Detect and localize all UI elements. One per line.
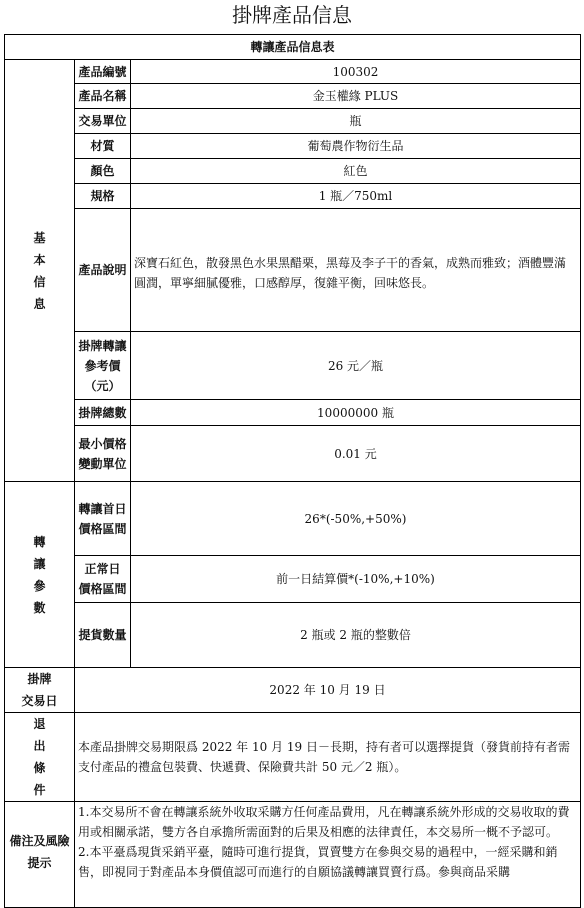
label-reference-price: 掛牌轉讓 參考價 （元） xyxy=(75,332,131,400)
label-normal-day-range: 正常日 價格區間 xyxy=(75,556,131,603)
value-pickup-quantity: 2 瓶或 2 瓶的整數倍 xyxy=(131,603,581,668)
section-transfer-params: 轉 讓 參 數 xyxy=(5,482,75,668)
label-total-listed: 掛牌總數 xyxy=(75,400,131,426)
label-listing-date: 掛牌 交易日 xyxy=(5,668,75,713)
remark-paragraph-2: 2.本平臺爲現貨采銷平臺，隨時可進行提貨，買賣雙方在參與交易的過程中，一經采購和銷售，即視同于對產品本身價值認可而進行的自願協議轉讓買賣行爲。參與商品采購 xyxy=(78,845,558,879)
value-min-price-tick: 0.01 元 xyxy=(131,426,581,482)
label-remarks-risk: 備注及風險 提示 xyxy=(5,802,75,908)
value-product-name: 金玉權緣 PLUS xyxy=(131,84,581,109)
value-listing-date: 2022 年 10 月 19 日 xyxy=(75,668,581,713)
value-product-code: 100302 xyxy=(131,60,581,84)
value-material: 葡萄農作物衍生品 xyxy=(131,134,581,159)
label-first-day-range: 轉讓首日 價格區間 xyxy=(75,482,131,556)
page-title: 掛牌產品信息 xyxy=(232,3,352,27)
value-first-day-range: 26*(-50%,+50%) xyxy=(131,482,581,556)
product-info-table xyxy=(4,34,581,908)
label-min-price-tick: 最小價格 變動單位 xyxy=(75,426,131,482)
value-trade-unit: 瓶 xyxy=(131,109,581,134)
label-product-name: 產品名稱 xyxy=(75,84,131,109)
label-trade-unit: 交易單位 xyxy=(75,109,131,134)
value-exit-conditions: 本產品掛牌交易期限爲 2022 年 10 月 19 日－長期，持有者可以選擇提貨（發貨前持有者需支付產品的禮盒包裝費、快遞費、保險費共計 50 元／2 瓶）。 xyxy=(75,713,581,802)
label-material: 材質 xyxy=(75,134,131,159)
label-exit-conditions: 退 出 條 件 xyxy=(5,713,75,802)
value-color: 紅色 xyxy=(131,159,581,184)
value-total-listed: 10000000 瓶 xyxy=(131,400,581,426)
value-description: 深寶石紅色，散發黑色水果黑醋栗，黑莓及李子干的香氣，成熟而雅致；酒體豐滿圓潤，單寧細膩優雅，口感醇厚，復雜平衡，回味悠長。 xyxy=(131,209,581,332)
value-normal-day-range: 前一日結算價*(-10%,+10%) xyxy=(131,556,581,603)
table-title: 轉讓產品信息表 xyxy=(5,35,581,60)
remark-paragraph-1: 1.本交易所不會在轉讓系統外收取采購方任何產品費用，凡在轉讓系統外形成的交易收取的費用或相關承諾，雙方各自承擔所需面對的后果及相應的法律責任，本交易所一概不予認可。 xyxy=(78,805,570,839)
label-pickup-quantity: 提貨數量 xyxy=(75,603,131,668)
value-spec: 1 瓶／750ml xyxy=(131,184,581,209)
value-remarks-risk xyxy=(75,802,581,908)
section-basic-info: 基 本 信 息 xyxy=(5,60,75,482)
value-reference-price: 26 元／瓶 xyxy=(131,332,581,400)
label-product-code: 產品編號 xyxy=(75,60,131,84)
label-color: 顏色 xyxy=(75,159,131,184)
label-spec: 規格 xyxy=(75,184,131,209)
label-description: 產品說明 xyxy=(75,209,131,332)
